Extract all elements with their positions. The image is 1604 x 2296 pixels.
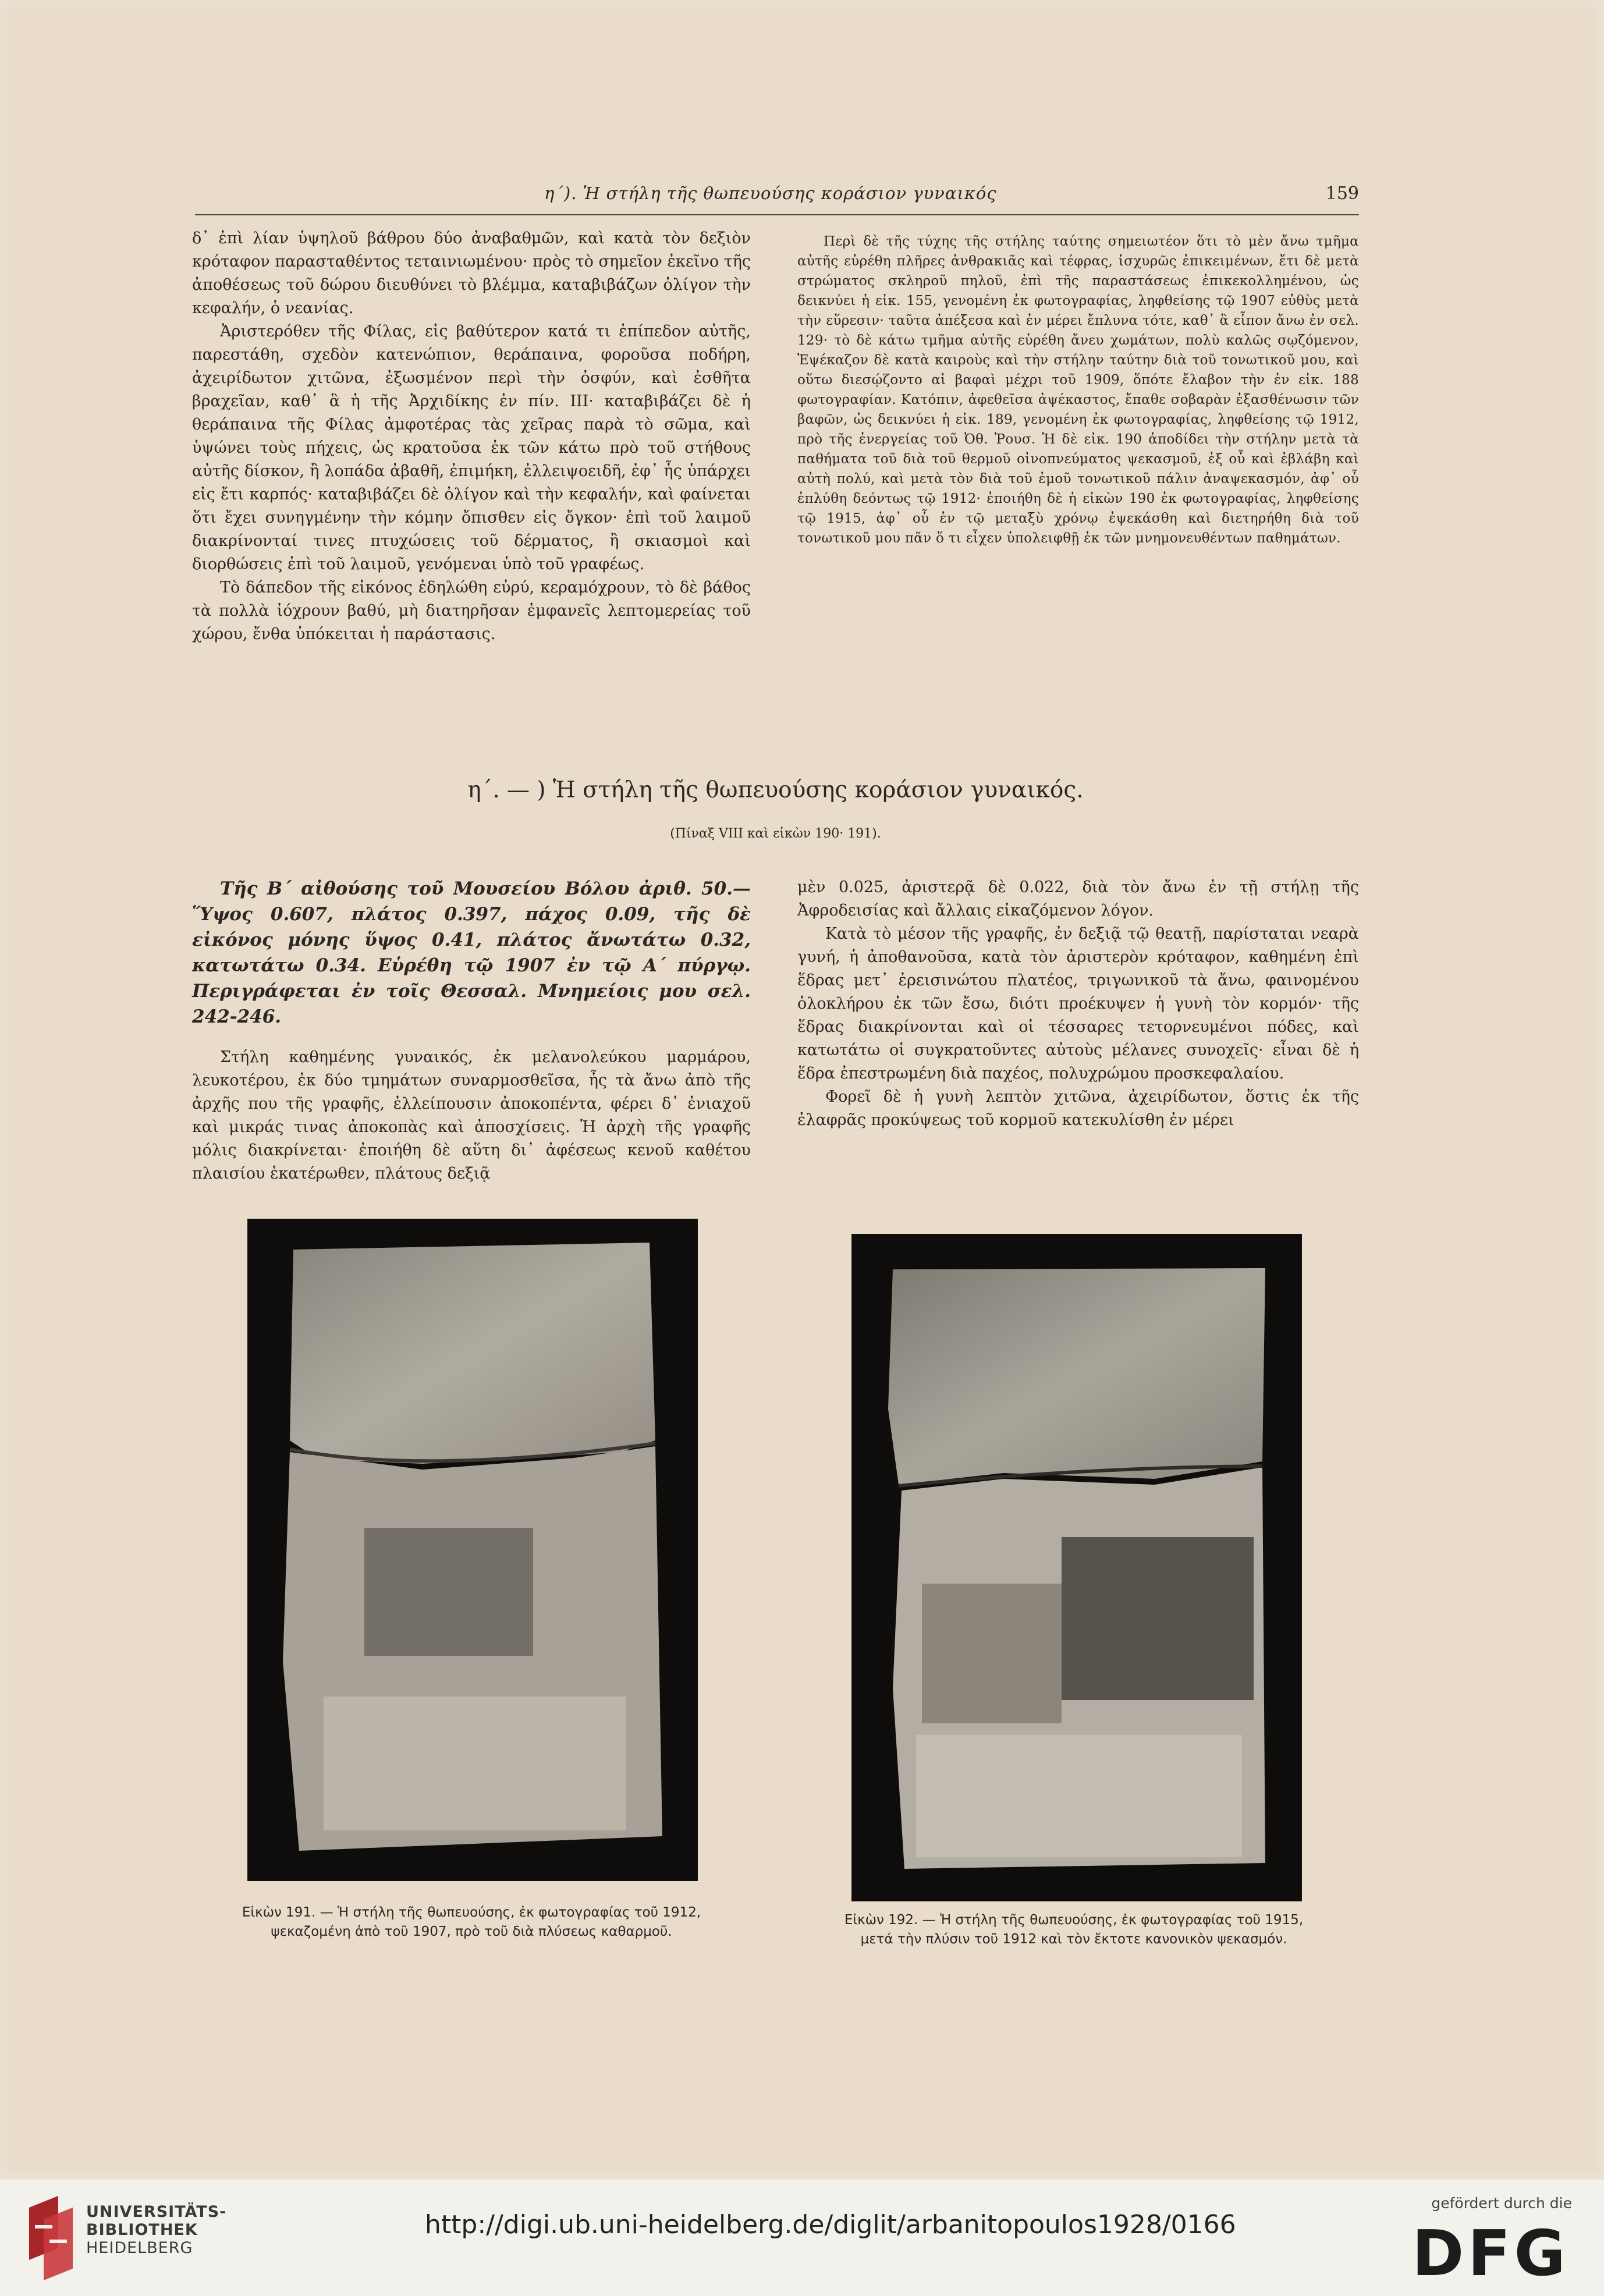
library-name-line: HEIDELBERG (86, 2239, 193, 2257)
paragraph: Ἀριστερόθεν τῆς Φίλας, εἰς βαθύτερον κατά τι ἐπίπεδον αὐτῆς, παρεστάθη, σχεδὸν κατενώπιον, θεράπαινα, φοροῦσα ποδήρη, ἀχειρίδωτον χιτῶνα, ἐξωσμένον περὶ τὴν ὀσφύν, καὶ ἐσθῆτα βραχεῖαν, καθ᾽ ἃ ἡ τῆς Ἀρχιδίκης ἐν πίν. III· καταβιβάζει δὲ ἡ θεράπαινα τῆς Φίλας ἀμφοτέρας τὰς χεῖρας παρὰ τὸ σῶμα, καὶ ὑψώνει τοὺς πήχεις, ὡς κρατοῦσα ἐκ τῶν κάτω πρὸ τοῦ στήθους αὐτῆς δίσκον, ἢ λοπάδα ἀβαθῆ, ἐπιμήκη, ἐλλειψοειδῆ, ἐφ᾽ ἧς ὑπάρχει εἰς ἔτι καρπός· καταβιβάζει δὲ ὀλίγον καὶ τὴν κεφαλήν, καὶ φαίνεται ὅτι ἔχει συνηγμένην τὴν κόμην ὄπισθεν εἰς ὄγκον· ἐπὶ τοῦ λαιμοῦ διακρίνονταί τινες πτυχώσεις τοῦ δέρματος, ἢ σκιασμοὶ καὶ διορθώσεις ἐπὶ τοῦ λαιμοῦ, γενόμεναι ὑπὸ τοῦ γραφέως. (192, 322, 751, 573)
source-url-link[interactable]: http://digi.ub.uni-heidelberg.de/diglit/arbanitopoulos1928/0166 (425, 2210, 1236, 2240)
funded-by-label: gefördert durch die (1431, 2195, 1572, 2212)
stele-image (852, 1234, 1301, 1901)
header-rule (195, 214, 1359, 215)
library-name-line: UNIVERSITÄTS- (86, 2203, 227, 2221)
bottom-right-column (797, 876, 1359, 1132)
figure-191-caption (233, 1903, 710, 1942)
library-name-line: BIBLIOTHEK (86, 2221, 198, 2239)
paragraph: Κατὰ τὸ μέσον τῆς γραφῆς, ἐν δεξιᾷ τῷ θεατῇ, παρίσταται νεαρὰ γυνή, ἡ ἀποθανοῦσα, κατὰ τὸν ἀριστερὸν κρόταφον, καθημένη ἐπὶ ἕδρας μετ᾽ ἐρεισινώτου πλατέος, τριγωνικοῦ τὰ ἄνω, φαινομένου ὁλοκλήρου ἐκ τῶν ἔσω, διότι προέκυψεν ἡ γυνὴ τὸν κορμόν· τῆς ἕδρας διακρίνονται καὶ οἱ τέσσαρες τετορνευμένοι πόδες, καὶ κατωτάτω οἱ συγκρατοῦντες αὐτοὺς μέλανες συνοχεῖς· εἶναι δὲ ἡ ἕδρα ἐπεστρωμένη διὰ παχέος, πολυχρώμου προσκεφαλαίου. (797, 925, 1359, 1083)
library-name (86, 2203, 226, 2257)
figure-192-photo (851, 1234, 1302, 1901)
section-subtitle: (Πίναξ VIII καὶ εἰκὼν 190· 191). (670, 826, 881, 841)
paragraph: Φορεῖ δὲ ἡ γυνὴ λεπτὸν χιτῶνα, ἀχειρίδωτον, ὅστις ἐκ τῆς ἐλαφρᾶς προκύψεως τοῦ κορμοῦ κατεκυλίσθη ἐν μέρει (797, 1088, 1359, 1129)
running-head (195, 183, 1359, 218)
caption-line: Εἰκὼν 191. — Ἡ στήλη τῆς θωπευούσης, ἐκ φωτογραφίας τοῦ 1912, (242, 1905, 701, 1920)
section-title: η΄. — ) Ἡ στήλη τῆς θωπευούσης κοράσιον γυναικός. (467, 777, 1084, 803)
university-library-logo-icon (23, 2196, 79, 2280)
catalog-entry: Τῆς Β΄ αἰθούσης τοῦ Μουσείου Βόλου ἀριθ. 50.— Ὕψος 0.607, πλάτος 0.397, πάχος 0.09, τῆς δὲ εἰκόνος μόνης ὕψος 0.41, πλάτος ἄνωτάτω 0.32, κατωτάτω 0.34. Εὑρέθη τῷ 1907 ἐν τῷ Α΄ πύργῳ. Περιγράφεται ἐν τοῖς Θεσσαλ. Μνημείοις μου σελ. 242-246. (192, 878, 751, 1027)
top-left-column (192, 227, 751, 646)
figure-191-photo (247, 1219, 698, 1881)
paragraph: Στήλη καθημένης γυναικός, ἐκ μελανολεύκου μαρμάρου, λευκοτέρου, ἐκ δύο τμημάτων συναρμοσθεῖσα, ἧς τὰ ἄνω ἀπὸ τῆς ἀρχῆς που τῆς γραφῆς, ἐλλείπουσιν ἀποκοπέντα, φέρει δ᾽ ἐνιαχοῦ καὶ μικράς τινας ἀποκοπὰς καὶ ἀποσχίσεις. Ἡ ἀρχὴ τῆς γραφῆς μόλις διακρίνεται· ἐποιήθη δὲ αὕτη δι᾽ ἀφέσεως κενοῦ καθέτου πλαισίου ἑκατέρωθεν, πλάτους δεξιᾷ (192, 1048, 751, 1183)
paragraph: μὲν 0.025, ἀριστερᾷ δὲ 0.022, διὰ τὸν ἄνω ἐν τῇ στήλῃ τῆς Ἀφροδεισίας καὶ ἄλλαις εἰκαζόμενον λόγον. (797, 878, 1359, 920)
paragraph: Τὸ δάπεδον τῆς εἰκόνος ἐδηλώθη εὐρύ, κεραμόχρουν, τὸ δὲ βάθος τὰ πολλὰ ἰόχρουν βαθύ, μὴ διατηρῆσαν ἐμφανεῖς λεπτομερείας τοῦ χώρου, ἔνθα ὑπόκειται ἡ παράστασις. (192, 579, 751, 643)
paragraph: δ᾽ ἐπὶ λίαν ὑψηλοῦ βάθρου δύο ἀναβαθμῶν, καὶ κατὰ τὸν δεξιὸν κρόταφον παρασταθέντος τεταινιωμένου· πρὸς τὸ σημεῖον ἐκεῖνο τῆς ἀποθέσεως τοῦ δώρου διευθύνει τὸ βλέμμα, καταβιβάζων ὀλίγον τὴν κεφαλήν, ὁ νεανίας. (192, 229, 751, 317)
dfg-logo: DFG (1411, 2217, 1569, 2290)
figure-192-caption (821, 1911, 1327, 1949)
paragraph: Περὶ δὲ τῆς τύχης τῆς στήλης ταύτης σημειωτέον ὅτι τὸ μὲν ἄνω τμῆμα αὐτῆς εὑρέθη πλῆρες ἀνθρακιᾶς καὶ τέφρας, ἰσχυρῶς ἐπικειμένων, ἔτι δὲ μετὰ στρώματος σκληροῦ πηλοῦ, ἐπὶ τῆς παραστάσεως ἐπικεκολλημένου, ὡς δεικνύει ἡ εἰκ. 155, γενομένη ἐκ φωτογραφίας, ληφθείσης τῷ 1907 εὐθὺς μετὰ τὴν εὕρεσιν· ταῦτα ἀπέξεσα καὶ ἐν μέρει ἔπλυνα τότε, καθ᾽ ἃ εἶπον ἄνω ἐν σελ. 129· τὸ δὲ κάτω τμῆμα αὐτῆς εὑρέθη ἄνευ χωμάτων, πολὺ καλῶς σῳζόμενον, Ἐψέκαζον δὲ κατὰ καιροὺς καὶ τὴν στήλην ταύτην διὰ τοῦ τονωτικοῦ μου, καὶ οὕτω διεσῴζοντο αἱ βαφαὶ μέχρι τοῦ 1909, ὅπότε ἔλαβον τὴν ἐν εἰκ. 188 φωτογραφίαν. Κατόπιν, ἀφεθεῖσα ἀψέκαστος, ἔπαθε σοβαρὰν ἐξασθένωσιν τῶν βαφῶν, ὡς δεικνύει ἡ εἰκ. 189, γενομένη ἐκ φωτογραφίας, ληφθείσης τῷ 1912, πρὸ τῆς ἐνεργείας τοῦ Ὀθ. Ῥουσ. Ἡ δὲ εἰκ. 190 ἀποδίδει τὴν στήλην μετὰ τὰ παθήματα τοῦ διὰ τοῦ θερμοῦ οἰνοπνεύματος ψεκασμοῦ, ἐξ οὗ καὶ ἐβλάβη καὶ αὐτὴ πολύ, καὶ μετὰ τὸν διὰ τοῦ ἐμοῦ τονωτικοῦ πάλιν ἀναψεκασμόν, ἀφ᾽ οὗ ἐπλύθη δεόντως τῷ 1912· ἐποιήθη δὲ ἡ εἰκὼν 190 ἐκ φωτογραφίας, ληφθείσης τῷ 1915, ἀφ᾽ οὗ ἐν τῷ μεταξὺ χρόνῳ ἐψεκάσθη καὶ διετηρήθη διὰ τοῦ τονωτικοῦ μου πᾶν ὅ τι εἶχεν ὑπολειφθῇ ἐκ τῶν μνημονευθέντων παθημάτων. (797, 234, 1359, 546)
page-number: 159 (1325, 183, 1359, 204)
stele-image (248, 1219, 697, 1880)
running-head-title: η΄). Ἡ στήλη τῆς θωπευούσης κοράσιον γυναικός (544, 183, 997, 203)
caption-line: ψεκαζομένη ἀπὸ τοῦ 1907, πρὸ τοῦ διὰ πλύσεως καθαρμοῦ. (271, 1924, 672, 1939)
caption-line: μετά τὴν πλύσιν τοῦ 1912 καὶ τὸν ἔκτοτε κανονικὸν ψεκασμόν. (860, 1932, 1287, 1947)
bottom-left-column (192, 876, 751, 1186)
digitization-footer (0, 2180, 1604, 2296)
top-right-column (797, 232, 1359, 548)
caption-line: Εἰκὼν 192. — Ἡ στήλη τῆς θωπευούσης, ἐκ φωτογραφίας τοῦ 1915, (844, 1912, 1304, 1928)
